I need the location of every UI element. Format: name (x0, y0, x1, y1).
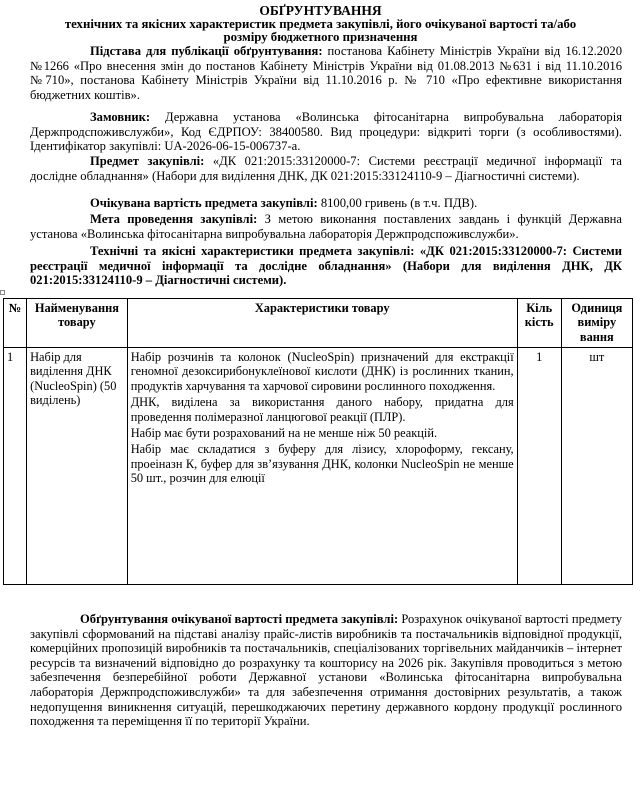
row-num: 1 (4, 348, 27, 585)
spec-line: ДНК, виділена за використання даного набору, придатна для проведення полімеразної ланцюгової реакції (ПЛР). (130, 395, 514, 424)
subject-label: Предмет закупівлі: (90, 154, 205, 168)
basis-paragraph (30, 44, 622, 102)
document-title: ОБҐРУНТУВАННЯ (259, 3, 382, 18)
purpose-text: З метою виконання поставлених завдань і функцій Державна установа «Волинська фітосанітарна випробувальна лабораторія Держпродспоживслужби». (30, 212, 622, 241)
header-name: Найменування товару (27, 299, 128, 348)
header-num: № (4, 299, 27, 348)
spec-line: Набір має бути розрахований на не менше ніж 50 реакцій. (130, 426, 438, 441)
table-row (4, 348, 633, 585)
header-unit: Одиниця виміру вання (561, 299, 632, 348)
row-unit: шт (561, 348, 632, 585)
subject-text: «ДК 021:2015:33120000-7: Системи реєстрації медичної інформації та дослідне обладнання» (Набори для виділення ДНК, ДК 021:2015:33124110-9 – Діагностичні системи). (30, 154, 622, 183)
spec-line: Набір має складатися з буферу для лізису, хлороформу, гексану, проеіназн К, буфер для зв’язування ДНК, колонки NucleoSpin не менше 50 шт., розчин для елюції (130, 442, 514, 486)
row-qty: 1 (517, 348, 561, 585)
purpose-paragraph (30, 212, 622, 241)
expected-cost-paragraph (30, 196, 622, 211)
subject-paragraph (30, 154, 622, 183)
table-header-row (4, 299, 633, 348)
expected-cost-label: Очікувана вартість предмета закупівлі: (90, 196, 318, 210)
basis-label: Підстава для публікації обґрунтування: (90, 44, 323, 58)
purpose-label: Мета проведення закупівлі: (90, 212, 258, 226)
expected-cost-text: 8100,00 гривень (в т.ч. ПДВ). (317, 196, 478, 210)
table-anchor-icon (0, 290, 5, 295)
customer-label: Замовник: (90, 110, 151, 124)
justification-label: Обґрунтування очікуваної вартості предмета закупівлі: (80, 612, 399, 626)
document-subtitle-line-2: розміру бюджетного призначення (223, 30, 418, 44)
customer-paragraph (30, 110, 622, 154)
header-spec: Характеристики товару (127, 299, 517, 348)
customer-text: Державна установа «Волинська фітосанітарна випробувальна лабораторія Держпродспоживслужби», Код ЄДРПОУ: 38400580. Вид процедури: відкриті торги (з особливостями). Ідентифікатор закупівлі: UA-2026-06-15-006737-a. (30, 110, 622, 154)
specification-table (3, 298, 633, 585)
document-subtitle-line-1: технічних та якісних характеристик предмета закупівлі, його очікуваної вартості та/або (64, 17, 577, 31)
basis-text: постанова Кабінету Міністрів України від 16.12.2020 №1266 «Про внесення змін до постанов Кабінету Міністрів України від 01.08.2013 №631 і від 11.10.2016 №710», постанова Кабінету Міністрів України від 11.10.2016 р. № 710 «Про ефективне використання бюджетних коштів». (30, 44, 622, 102)
justification-paragraph (30, 612, 622, 729)
row-spec (127, 348, 517, 585)
spec-line: Набір розчинів та колонок (NucleoSpin) призначений для екстракції геномної дезоксирибонуклеїнової кислоти (ДНК) із рослинних тканин, продуктів харчування та харчової сировини рослинного походження. (130, 350, 514, 393)
tech-heading: Технічні та якісні характеристики предмета закупівлі: «ДК 021:2015:33120000-7: Системи реєстрації медичної інформації та дослідне обладнання» (Набори для виділення ДНК, ДК 021:2015:33124110-9 – Діагностичні системи). (30, 244, 622, 288)
row-name: Набір для виділення ДНК (NucleoSpin) (50 виділень) (27, 348, 128, 585)
justification-text: Розрахунок очікуваної вартості предмету закупівлі сформований на підставі аналізу прайс-листів виробників та постачальників відповідної продукції, комерційних пропозицій виробників та постачальників, спеціалізованих торгівельних майданчиків – інтернет ресурсів та визначений відповідно до розрахунку та кошторису на 2026 рік. Закупівля проводиться з метою забезпечення безперебійної роботи Державної установи «Волинська фітосанітарна випробувальна лабораторія Держпродспоживслужби» та для забезпечення отримання достовірних результатів, а також недопущення виникнення ситуацій, перешкоджаючих перетину державного кордону продукції рослинного походження та переміщення її по території України. (30, 612, 622, 729)
header-qty: Кіль кість (517, 299, 561, 348)
